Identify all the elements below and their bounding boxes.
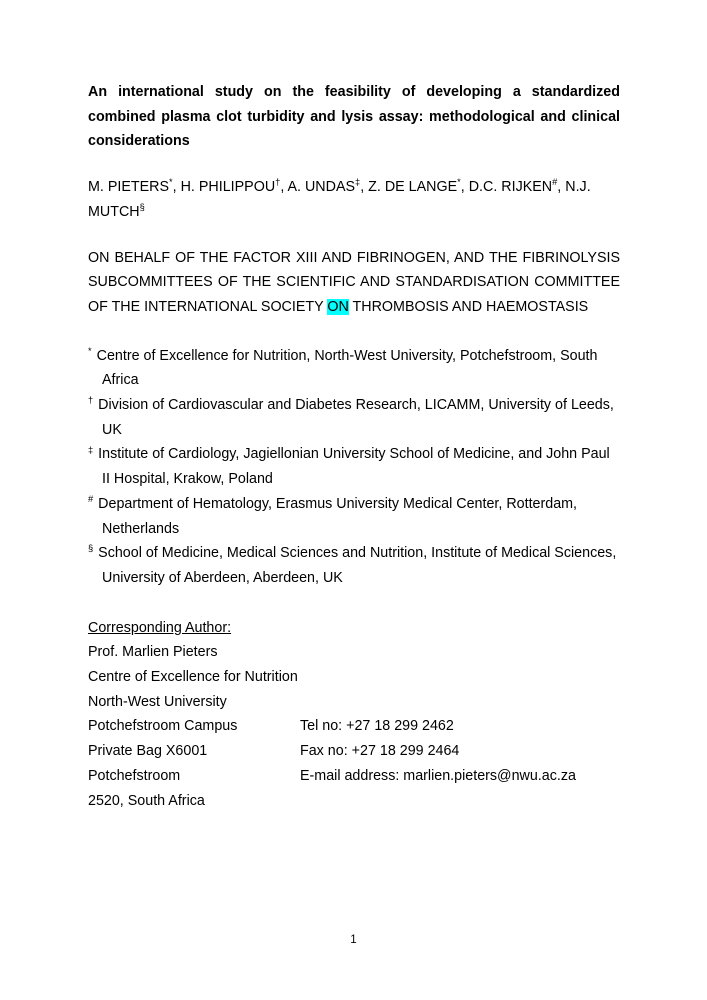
corresponding-author-heading: Corresponding Author: [88, 619, 232, 636]
contact-row [88, 764, 620, 789]
affiliation-text: Division of Cardiovascular and Diabetes Research, LICAMM, University of Leeds, UK [98, 397, 614, 438]
corresponding-author-block [88, 616, 620, 814]
affiliation-text: Institute of Cardiology, Jagiellonian University School of Medicine, and John Paul II Hospital, Krakow, Poland [98, 446, 610, 488]
affiliation-text: Centre of Excellence for Nutrition, North-West University, Potchefstroom, South Africa [96, 347, 598, 389]
affiliation-text: Department of Hematology, Erasmus University Medical Center, Rotterdam, Netherlands [98, 495, 578, 537]
author-name: D.C. RIJKEN [468, 179, 553, 196]
corresponding-author-institution: Centre of Excellence for Nutrition [88, 669, 298, 686]
email-address: E-mail address: marlien.pieters@nwu.ac.za [300, 767, 576, 784]
affiliation-text: School of Medicine, Medical Sciences and Nutrition, Institute of Medical Sciences, University of Aberdeen, Aberdeen, UK [98, 545, 617, 586]
behalf-text-after: THROMBOSIS AND HAEMOSTASIS [348, 298, 589, 315]
author-affiliation-marker: * [169, 177, 173, 188]
contact-row [88, 714, 620, 739]
contact-row [88, 739, 620, 764]
behalf-statement [88, 246, 620, 320]
author-affiliation-marker: * [457, 177, 461, 188]
author-separator: , [172, 179, 181, 196]
author-name: A. UNDAS [287, 179, 356, 196]
affiliation-marker: § [88, 543, 94, 554]
affiliation-marker: ‡ [88, 444, 94, 455]
contact-row [88, 789, 620, 814]
fax-number: Fax no: +27 18 299 2464 [300, 743, 460, 760]
author-line [88, 175, 620, 224]
affiliation-marker: † [88, 395, 94, 406]
corresponding-author-university: North-West University [88, 693, 227, 710]
page-number: 1 [350, 934, 357, 946]
address-line: 2520, South Africa [88, 792, 205, 809]
author-separator: , [360, 179, 369, 196]
author-affiliation-marker: † [275, 177, 281, 188]
author-name: M. PIETERS [88, 179, 170, 196]
author-affiliation-marker: § [139, 202, 145, 213]
author-separator: , [280, 179, 288, 196]
address-line: Private Bag X6001 [88, 743, 208, 760]
behalf-text-before: ON BEHALF OF THE FACTOR XIII AND FIBRINOGEN, AND THE FIBRINOLYSIS SUBCOMMITTEES OF THE SCIENTIFIC AND STANDARDISATION COMMITTEE OF THE INTERNATIONAL SOCIETY [88, 249, 620, 315]
address-line: Potchefstroom [88, 767, 181, 784]
corresponding-author-name: Prof. Marlien Pieters [88, 644, 218, 661]
author-affiliation-marker: # [552, 177, 558, 188]
affiliation-item [88, 492, 620, 541]
author-name: N.J. MUTCH [88, 179, 591, 220]
contact-empty-cell [300, 789, 620, 814]
paper-title: An international study on the feasibility of developing a standardized combined plasma clot turbidity and lysis assay: methodological and clinical considerations [88, 84, 620, 150]
affiliation-item [88, 541, 620, 590]
affiliations-list [88, 344, 620, 591]
affiliation-item [88, 344, 620, 393]
affiliation-item [88, 442, 620, 491]
author-name: H. PHILIPPOU [180, 179, 276, 196]
author-separator: , [557, 179, 566, 196]
address-line: Potchefstroom Campus [88, 718, 238, 735]
author-affiliation-marker: ‡ [355, 177, 361, 188]
author-name: Z. DE LANGE [368, 179, 458, 196]
highlighted-text: ON [327, 298, 349, 315]
affiliation-marker: * [88, 345, 92, 356]
affiliation-marker: # [88, 494, 94, 505]
telephone-number: Tel no: +27 18 299 2462 [300, 718, 454, 735]
affiliation-item [88, 393, 620, 442]
author-separator: , [460, 179, 469, 196]
